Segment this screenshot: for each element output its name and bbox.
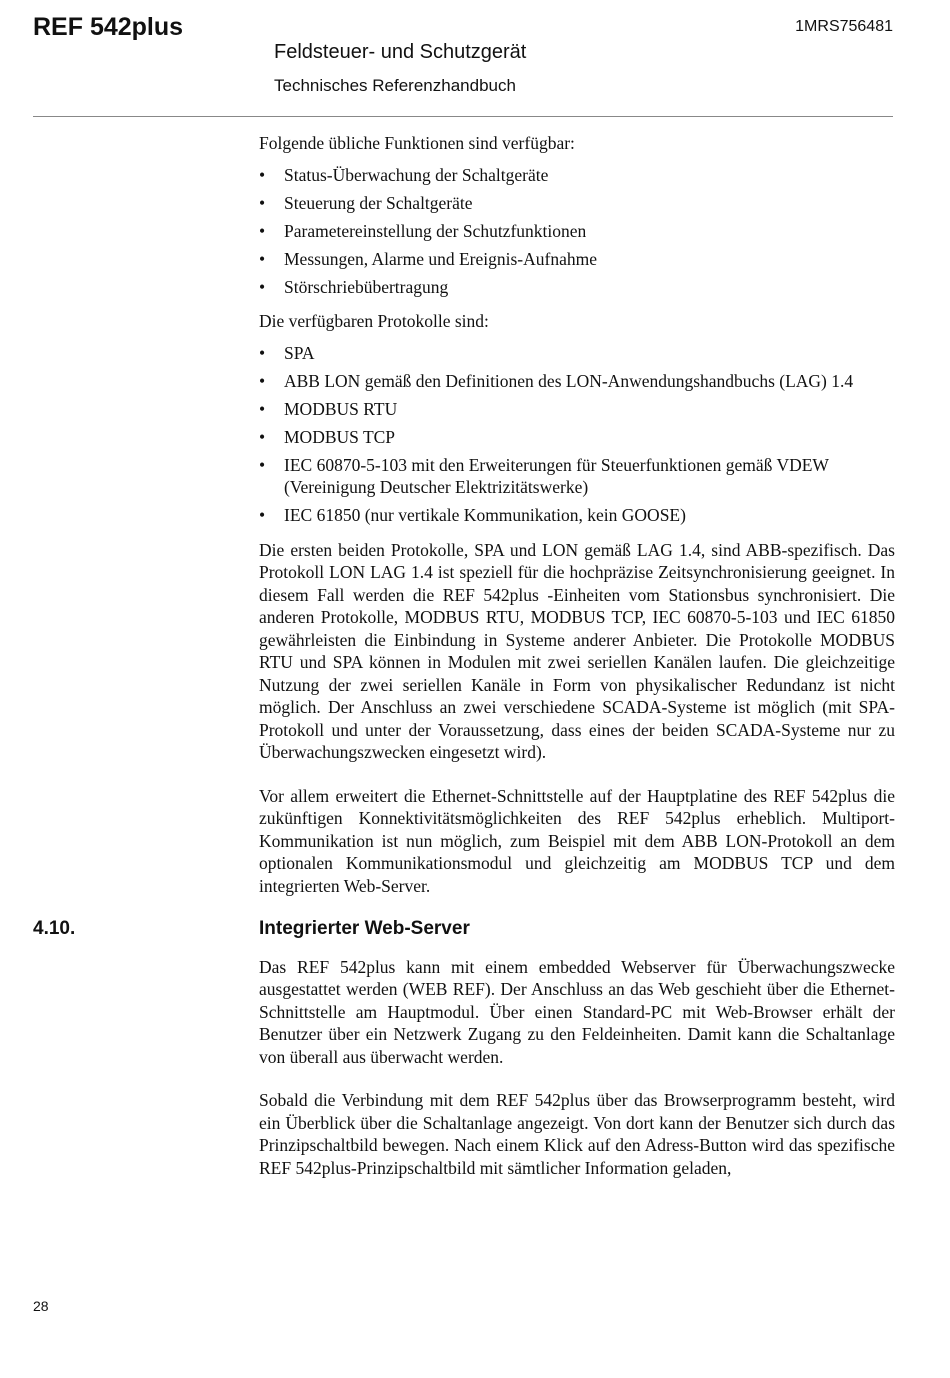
list-item: • IEC 61850 (nur vertikale Kommunikation, kein GOOSE) (259, 504, 895, 527)
document-subtitle: Feldsteuer- und Schutzgerät (274, 41, 527, 63)
section-title: Integrierter Web-Server (259, 918, 470, 939)
list-item: • ABB LON gemäß den Definitionen des LON-Anwendungshandbuchs (LAG) 1.4 (259, 370, 895, 393)
protocols-paragraph: Die ersten beiden Protokolle, SPA und LON gemäß LAG 1.4, sind ABB-spezifisch. Das Protokoll LON LAG 1.4 ist speziell für die hochpräzise Zeitsynchronisierung geeignet. In diesem Fall werden die REF 542plus -Einheiten vom Stationsbus synchronisiert. Die anderen Protokolle, MODBUS RTU, MODBUS TCP, IEC 60870-5-103 und IEC 61850 gewährleisten die Einbindung in Systeme anderer Anbieter. Die Protokolle MODBUS RTU und SPA können in Modulen mit zwei seriellen Kanälen laufen. Die gleichzeitige Nutzung der zwei seriellen Kanäle in Form von physikalischer Redundanz ist nicht möglich. Der Anschluss an zwei verschiedene SCADA-Systeme ist möglich (mit SPA-Protokoll und unter der Voraussetzung, dass eines der beiden SCADA-Systeme nur zu Überwachungszwecken eingesetzt wird). (259, 539, 895, 762)
protocols-intro: Die verfügbaren Protokolle sind: (259, 311, 489, 331)
product-name: REF 542plus (33, 13, 184, 41)
browser-paragraph: Sobald die Verbindung mit dem REF 542plus über das Browserprogramm besteht, wird ein Überblick über die Schaltanlage angezeigt. Von dort kann der Benutzer sich durch das Prinzipschaltbild bewegen. Nach einem Klick auf den Adress-Button wird das spezifische REF 542plus-Prinzipschaltbild mit sämtlicher Information geladen, (259, 1090, 895, 1178)
list-item: • Steuerung der Schaltgeräte (259, 192, 895, 215)
list-item: • Status-Überwachung der Schaltgeräte (259, 164, 895, 187)
functions-list (259, 164, 895, 299)
page-number: 28 (33, 1298, 49, 1314)
document-number: 1MRS756481 (795, 18, 893, 35)
ethernet-paragraph: Vor allem erweitert die Ethernet-Schnittstelle auf der Hauptplatine des REF 542plus die zukünftigen Konnektivitätsmöglichkeiten des REF 542plus erheblich. Multiport-Kommunikation ist nun möglich, zum Beispiel mit dem ABB LON-Protokoll an dem optionalen Kommunikationsmodul und gleichzeitig am MODBUS TCP und dem integrierten Web-Server. (259, 785, 895, 896)
main-content (259, 128, 895, 1200)
webserver-paragraph: Das REF 542plus kann mit einem embedded Webserver für Überwachungszwecke ausgestattet werden (WEB REF). Der Anschluss an das Web geschieht über die Ethernet-Schnittstelle am Hauptmodul. Über einen Standard-PC mit Web-Browser erhält der Benutzer über ein Netzwerk Zugang zu den Feldeinheiten. Damit kann die Schaltanlage von überall aus überwacht werden. (259, 956, 895, 1067)
manual-title: Technisches Referenzhandbuch (274, 76, 516, 95)
list-item: • Störschriebübertragung (259, 276, 895, 299)
list-item: • IEC 60870-5-103 mit den Erweiterungen für Steuerfunktionen gemäß VDEW (Vereinigung Deutscher Elektrizitätswerke) (259, 454, 895, 499)
list-item: • SPA (259, 342, 895, 365)
list-item: • MODBUS TCP (259, 426, 895, 449)
header-divider (33, 116, 893, 117)
list-item: • MODBUS RTU (259, 398, 895, 421)
list-item: • Messungen, Alarme und Ereignis-Aufnahme (259, 248, 895, 271)
section-number: 4.10. (33, 918, 76, 939)
functions-intro: Folgende übliche Funktionen sind verfügbar: (259, 133, 575, 153)
list-item: • Parametereinstellung der Schutzfunktionen (259, 220, 895, 243)
protocols-list (259, 342, 895, 527)
